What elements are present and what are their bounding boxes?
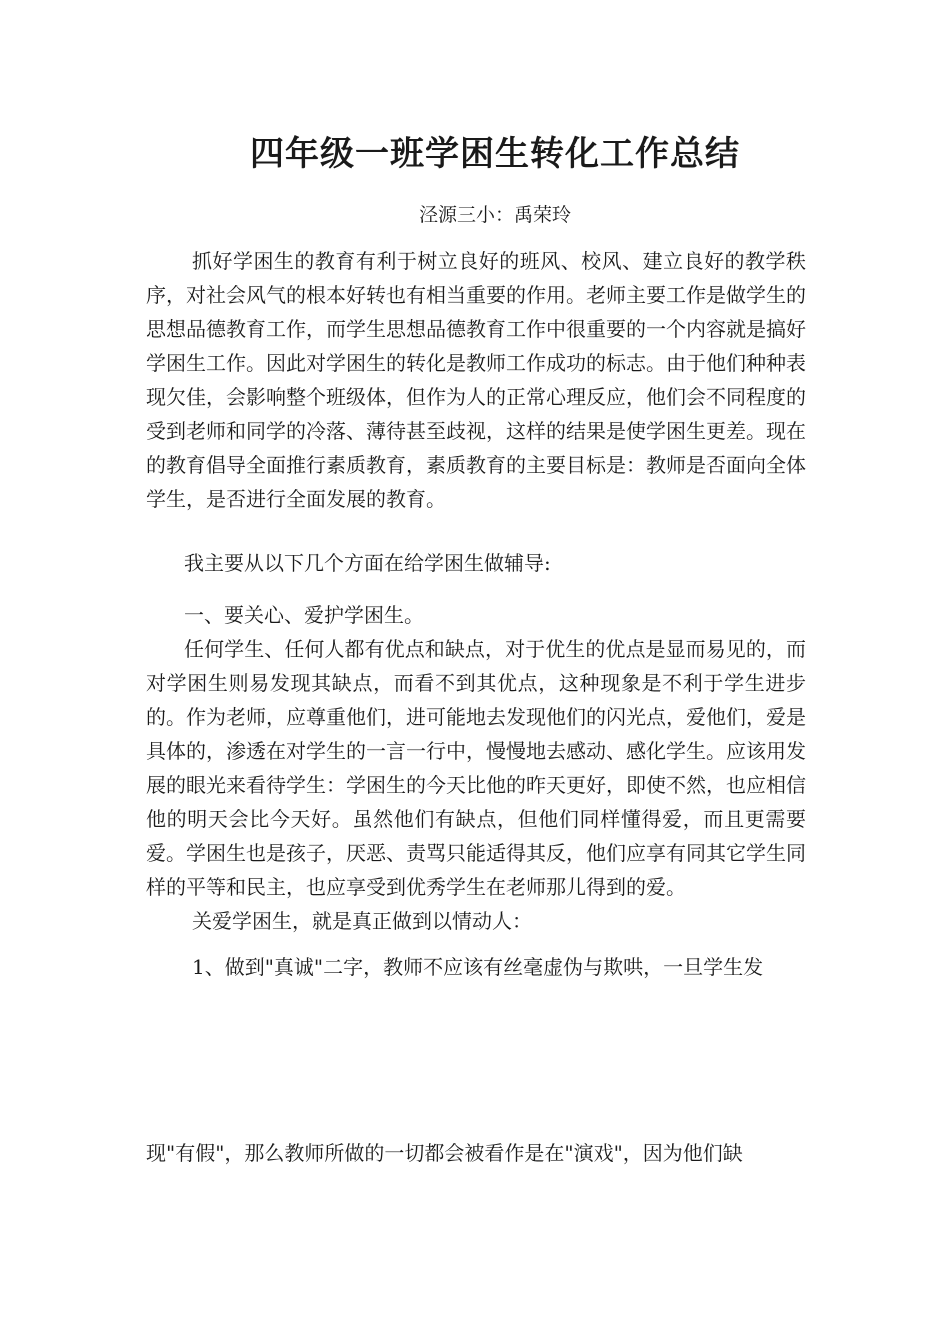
paragraph-care: 任何学生、任何人都有优点和缺点，对于优生的优点是显而易见的，而对学困生则易发现其缺点，而看不到其优点，这种现象是不利于学生进步的。作为老师，应尊重他们，进可能地去发现他们的闪光点，爱他们，爱是具体的，渗透在对学生的一言一行中，慢慢地去感动、感化学生。应该用发展的眼光来看待学生：学困生的今天比他的昨天更好，即使不然，也应相信他的明天会比今天好。虽然他们有缺点，但他们同样懂得爱，而且更需要爱。学困生也是孩子，厌恶、责骂只能适得其反，他们应享有同其它学生同样的平等和民主，也应享受到优秀学生在老师那儿得到的爱。 bbox=[146, 637, 806, 899]
document-body bbox=[146, 244, 806, 984]
paragraph-emotion: 关爱学困生，就是真正做到以情动人： bbox=[192, 909, 532, 933]
paragraph-continued: 现"有假"，那么教师所做的一切都会被看作是在"演戏"，因为他们缺 bbox=[146, 1141, 743, 1165]
paragraph-approach: 我主要从以下几个方面在给学困生做辅导: bbox=[184, 551, 551, 575]
section-heading-1: 一、要关心、爱护学困生。 bbox=[184, 603, 424, 627]
list-item-1: 1、做到"真诚"二字，教师不应该有丝毫虚伪与欺哄，一旦学生发 bbox=[192, 955, 764, 979]
author-line: 泾源三小：禹荣玲 bbox=[418, 204, 571, 226]
paragraph-intro: 抓好学困生的教育有利于树立良好的班风、校风、建立良好的教学秩序，对社会风气的根本好转也有相当重要的作用。老师主要工作是做学生的思想品德教育工作，而学生思想品德教育工作中很重要的一个内容就是搞好学困生工作。因此对学困生的转化是教师工作成功的标志。由于他们种种表现欠佳，会影响整个班级体，但作为人的正常心理反应，他们会不同程度的受到老师和同学的冷落、薄待甚至歧视，这样的结果是使学困生更差。现在的教育倡导全面推行素质教育，素质教育的主要目标是：教师是否面向全体学生，是否进行全面发展的教育。 bbox=[146, 249, 806, 511]
page-title: 四年级一班学困生转化工作总结 bbox=[250, 134, 740, 174]
